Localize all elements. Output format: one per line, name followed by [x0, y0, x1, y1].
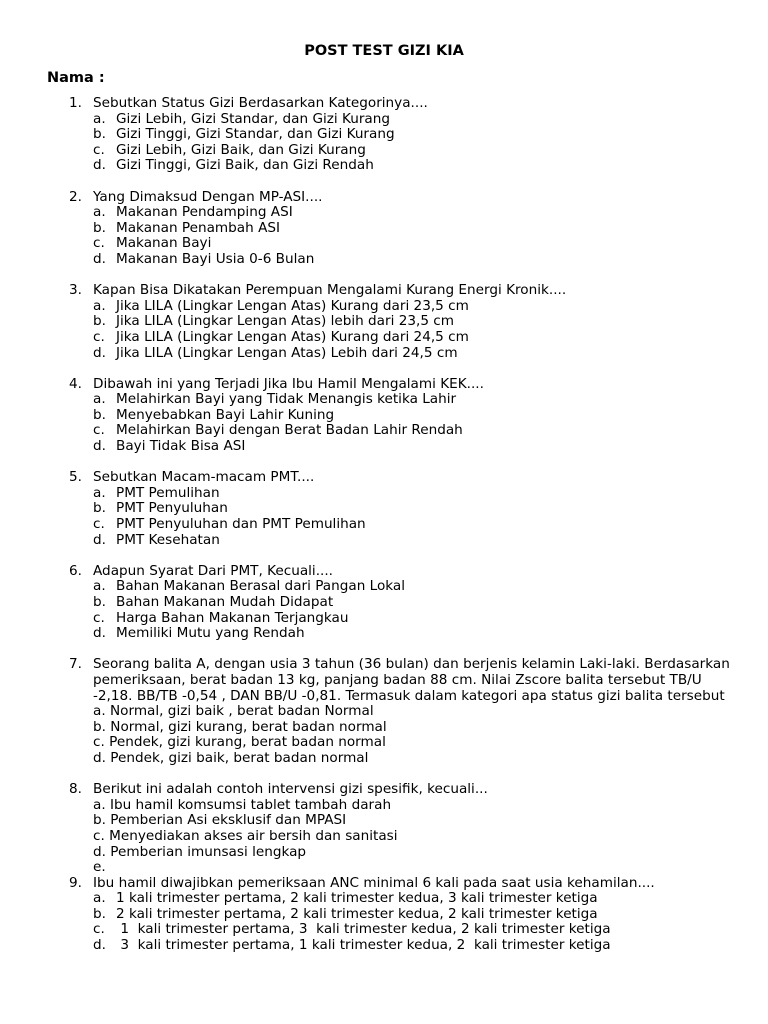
answer-option — [0, 221, 768, 237]
answer-option — [0, 829, 768, 845]
answer-option — [0, 439, 768, 455]
option-label: d. — [93, 344, 106, 361]
question-list — [0, 96, 768, 969]
option-text: Pendek, gizi baik, berat badan normal — [110, 749, 369, 766]
option-label: d. — [93, 749, 106, 766]
option-text: Makanan Pendamping ASI — [116, 204, 293, 221]
option-text: Jika LILA (Lingkar Lengan Atas) Kurang dari 23,5 cm — [116, 297, 469, 314]
option-text: Melahirkan Bayi yang Tidak Menangis ketika Lahir — [116, 391, 457, 408]
option-text: Jika LILA (Lingkar Lengan Atas) Lebih dari 24,5 cm — [116, 344, 458, 361]
option-label: d. — [93, 843, 106, 860]
option-text: Harga Bahan Makanan Terjangkau — [116, 609, 349, 626]
answer-option — [0, 299, 768, 315]
option-label: c. — [93, 141, 105, 158]
answer-option — [0, 891, 768, 907]
answer-option — [0, 845, 768, 861]
question-text: Berikut ini adalah contoh intervensi gizi spesifik, kecuali... — [93, 781, 488, 798]
question-3 — [0, 283, 768, 361]
question-number: 3. — [69, 282, 82, 299]
option-label: d. — [93, 937, 106, 954]
answer-option — [0, 205, 768, 221]
answer-option — [0, 314, 768, 330]
option-text: Gizi Tinggi, Gizi Baik, dan Gizi Rendah — [116, 157, 374, 174]
answer-option — [0, 579, 768, 595]
option-text: PMT Penyuluhan dan PMT Pemulihan — [116, 516, 366, 533]
answer-option — [0, 408, 768, 424]
question-text: Sebutkan Macam-macam PMT.... — [93, 469, 315, 486]
answer-option — [0, 236, 768, 252]
answer-option — [0, 517, 768, 533]
option-text: 1 kali trimester pertama, 3 kali trimester kedua, 2 kali trimester ketiga — [116, 921, 611, 938]
answer-option — [0, 626, 768, 642]
answer-option — [0, 798, 768, 814]
option-label: d. — [93, 157, 106, 174]
question-7 — [0, 657, 768, 766]
answer-option — [0, 127, 768, 143]
answer-option — [0, 486, 768, 502]
answer-option — [0, 533, 768, 549]
option-label: b. — [93, 594, 106, 610]
option-text: Menyebabkan Bayi Lahir Kuning — [116, 406, 335, 423]
answer-option — [0, 922, 768, 938]
answer-option — [0, 704, 768, 720]
option-label: b. — [93, 126, 106, 143]
option-text: Gizi Lebih, Gizi Standar, dan Gizi Kurang — [116, 110, 390, 127]
option-text: Jika LILA (Lingkar Lengan Atas) Kurang dari 24,5 cm — [116, 328, 469, 345]
answer-option — [0, 346, 768, 362]
answer-option — [0, 143, 768, 159]
option-label: a. — [93, 204, 106, 221]
question-9 — [0, 876, 768, 954]
option-text: Ibu hamil komsumsi tablet tambah darah — [109, 796, 392, 813]
option-text: Bahan Makanan Berasal dari Pangan Lokal — [116, 578, 406, 595]
option-label: a. — [93, 110, 106, 127]
answer-option — [0, 938, 768, 954]
option-text: Normal, gizi kurang, berat badan normal — [110, 718, 387, 735]
option-text: 2 kali trimester pertama, 2 kali trimester kedua, 2 kali trimester ketiga — [116, 905, 598, 922]
option-text: Makanan Penambah ASI — [116, 219, 281, 236]
option-label: c. — [93, 921, 105, 938]
question-text: Kapan Bisa Dikatakan Perempuan Mengalami Kurang Energi Kronik.... — [93, 282, 567, 299]
option-label: c. — [93, 235, 105, 252]
answer-option — [0, 158, 768, 174]
answer-option — [0, 860, 768, 876]
answer-option — [0, 595, 768, 611]
option-text: Melahirkan Bayi dengan Berat Badan Lahir Rendah — [116, 422, 463, 439]
option-label: c. — [93, 827, 105, 844]
option-label: c. — [93, 516, 105, 533]
answer-option — [0, 501, 768, 517]
option-text: Normal, gizi baik , berat badan Normal — [109, 703, 374, 720]
option-label: b. — [93, 313, 106, 330]
option-text: Pemberian Asi eksklusif dan MPASI — [110, 812, 347, 829]
option-label: b. — [93, 812, 106, 829]
question-text: Adapun Syarat Dari PMT, Kecuali.... — [93, 562, 333, 579]
option-label: e. — [93, 859, 106, 876]
option-text: Jika LILA (Lingkar Lengan Atas) lebih dari 23,5 cm — [116, 313, 454, 330]
option-label: c. — [93, 422, 105, 439]
question-8 — [0, 782, 768, 876]
option-label: a. — [93, 297, 106, 314]
name-label: Nama : — [47, 70, 105, 86]
option-text: Bayi Tidak Bisa ASI — [116, 438, 246, 455]
option-label: c. — [93, 328, 105, 345]
answer-option — [0, 112, 768, 128]
question-text: Yang Dimaksud Dengan MP-ASI.... — [93, 188, 323, 205]
option-text: 1 kali trimester pertama, 2 kali trimester kedua, 3 kali trimester ketiga — [116, 890, 598, 907]
question-number: 7. — [69, 656, 82, 673]
question-2 — [0, 190, 768, 268]
option-label: b. — [93, 406, 106, 423]
answer-option — [0, 330, 768, 346]
question-number: 4. — [69, 375, 82, 392]
question-number: 2. — [69, 188, 82, 205]
option-label: d. — [93, 438, 106, 455]
question-text: Dibawah ini yang Terjadi Jika Ibu Hamil Mengalami KEK.... — [93, 375, 484, 392]
answer-option — [0, 423, 768, 439]
option-label: d. — [93, 531, 106, 548]
answer-option — [0, 611, 768, 627]
option-text: Makanan Bayi Usia 0-6 Bulan — [116, 250, 315, 267]
answer-option — [0, 392, 768, 408]
question-number: 9. — [69, 874, 82, 891]
question-4 — [0, 377, 768, 455]
option-label: a. — [93, 796, 106, 813]
answer-option — [0, 813, 768, 829]
answer-option — [0, 907, 768, 923]
option-text: PMT Penyuluhan — [116, 500, 228, 517]
answer-option — [0, 751, 768, 767]
option-label: b. — [93, 219, 106, 236]
option-text: PMT Kesehatan — [116, 531, 220, 548]
question-6 — [0, 564, 768, 642]
option-label: a. — [93, 484, 106, 501]
option-label: b. — [93, 500, 106, 517]
question-number: 5. — [69, 469, 82, 486]
option-text: 3 kali trimester pertama, 1 kali trimester kedua, 2 kali trimester ketiga — [116, 937, 611, 954]
question-5 — [0, 470, 768, 548]
option-text: Pemberian imunsasi lengkap — [110, 843, 307, 860]
option-label: a. — [93, 578, 106, 595]
answer-option — [0, 735, 768, 751]
question-text: Seorang balita A, dengan usia 3 tahun (36 bulan) dan berjenis kelamin Laki-laki. Berdasarkan pemeriksaan, berat badan 13 kg, panjang badan 88 cm. Nilai Zscore balita tersebut TB/U -2,18. BB/TB -0,54 , DAN BB/U -0,81. Termasuk dalam kategori apa status gizi balita tersebut — [93, 656, 730, 704]
option-text: PMT Pemulihan — [116, 484, 220, 501]
option-text: Pendek, gizi kurang, berat badan normal — [109, 734, 386, 751]
question-text: Ibu hamil diwajibkan pemeriksaan ANC minimal 6 kali pada saat usia kehamilan.... — [93, 874, 655, 891]
option-label: a. — [93, 703, 106, 720]
option-text: Gizi Tinggi, Gizi Standar, dan Gizi Kurang — [116, 126, 395, 143]
option-label: a. — [93, 890, 106, 907]
question-number: 6. — [69, 562, 82, 579]
question-number: 8. — [69, 781, 82, 798]
answer-option — [0, 252, 768, 268]
answer-option — [0, 720, 768, 736]
question-1 — [0, 96, 768, 174]
option-label: d. — [93, 250, 106, 267]
option-label: c. — [93, 734, 105, 751]
option-label: b. — [93, 718, 106, 735]
option-text: Makanan Bayi — [116, 235, 212, 252]
option-text: Menyediakan akses air bersih dan sanitasi — [109, 827, 398, 844]
option-text: Bahan Makanan Mudah Didapat — [116, 594, 334, 610]
question-text: Sebutkan Status Gizi Berdasarkan Kategorinya.... — [93, 95, 428, 111]
option-label: c. — [93, 609, 105, 626]
document-title: POST TEST GIZI KIA — [304, 43, 464, 59]
option-label: d. — [93, 625, 106, 642]
option-label: a. — [93, 391, 106, 408]
option-text: Gizi Lebih, Gizi Baik, dan Gizi Kurang — [116, 141, 366, 158]
question-number: 1. — [69, 95, 82, 111]
option-text: Memiliki Mutu yang Rendah — [116, 625, 305, 642]
option-label: b. — [93, 905, 106, 922]
